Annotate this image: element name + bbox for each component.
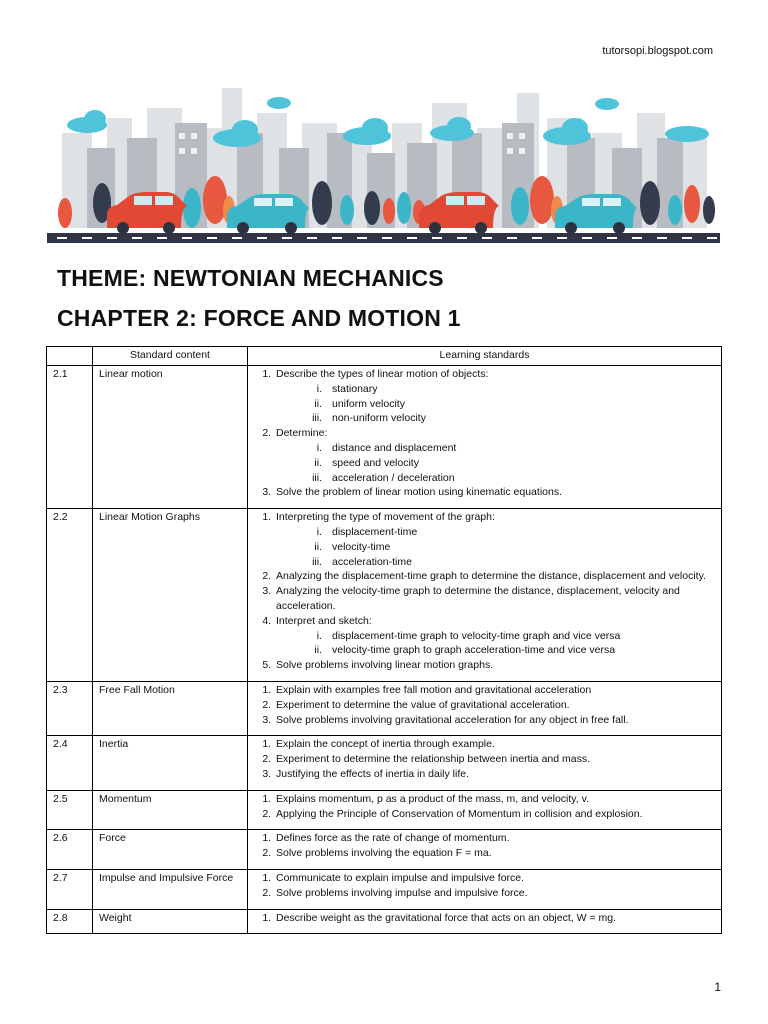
table-row — [47, 736, 722, 790]
chapter-title: CHAPTER 2: FORCE AND MOTION 1 — [57, 305, 461, 331]
row-learning-standards — [248, 869, 722, 909]
list-item-text: Experiment to determine the relationship between inertia and mass. — [276, 753, 591, 766]
list-item — [274, 807, 715, 822]
row-learning-standards — [248, 830, 722, 870]
row-standard-content: Impulse and Impulsive Force — [93, 869, 248, 909]
list-item-text: Applying the Principle of Conservation of Momentum in collision and explosion. — [276, 807, 643, 820]
list-item-text: Solve problems involving impulse and impulsive force. — [276, 886, 528, 899]
list-item-text: Solve the problem of linear motion using kinematic equations. — [276, 486, 562, 499]
row-code: 2.7 — [47, 869, 93, 909]
list-item-text: Describe the types of linear motion of objects: — [276, 368, 489, 380]
sub-list — [276, 525, 715, 569]
sub-list-item-text: stationary — [332, 382, 378, 395]
roman-numeral: ii. — [314, 456, 322, 469]
sub-list-item — [276, 411, 715, 426]
page-number: 1 — [714, 980, 721, 994]
row-code: 2.3 — [47, 681, 93, 735]
learning-standards-list — [254, 367, 715, 500]
row-standard-content: Force — [93, 830, 248, 870]
sub-list-item-text: uniform velocity — [332, 397, 405, 410]
sub-list-item — [276, 397, 715, 412]
table-row — [47, 681, 722, 735]
list-item — [274, 737, 715, 752]
sub-list-item — [276, 382, 715, 397]
sub-list-item — [276, 441, 715, 456]
learning-standards-list — [254, 510, 715, 673]
list-item — [274, 485, 715, 500]
header-code — [47, 347, 93, 366]
table-row — [47, 909, 722, 934]
sub-list-item-text: distance and displacement — [332, 441, 457, 454]
learning-standards-list — [254, 911, 715, 926]
row-learning-standards — [248, 681, 722, 735]
table-row — [47, 366, 722, 509]
learning-standards-list — [254, 683, 715, 727]
sub-list — [276, 629, 715, 659]
row-standard-content: Linear motion — [93, 366, 248, 509]
list-item-text: Analyzing the velocity-time graph to determine the distance, displacement, velocity and acceleration. — [276, 585, 680, 612]
row-code: 2.8 — [47, 909, 93, 934]
roman-numeral: iii. — [312, 471, 322, 484]
roman-numeral: i. — [316, 382, 322, 395]
list-item — [274, 792, 715, 807]
list-item — [274, 698, 715, 713]
row-code: 2.6 — [47, 830, 93, 870]
sub-list-item — [276, 456, 715, 471]
list-item-text: Solve problems involving the equation F = ma. — [276, 847, 492, 860]
sub-list-item — [276, 471, 715, 486]
roman-numeral: ii. — [314, 644, 322, 657]
row-learning-standards — [248, 909, 722, 934]
list-item-text: Interpreting the type of movement of the graph: — [276, 511, 495, 524]
list-item-text: Experiment to determine the value of gravitational acceleration. — [276, 698, 570, 711]
row-standard-content: Weight — [93, 909, 248, 934]
roman-numeral: ii. — [314, 540, 322, 553]
row-code: 2.1 — [47, 366, 93, 509]
header-standard-content: Standard content — [93, 347, 248, 366]
row-learning-standards — [248, 790, 722, 830]
roman-numeral: i. — [316, 525, 322, 538]
roman-numeral: ii. — [314, 397, 322, 410]
row-learning-standards — [248, 736, 722, 790]
row-standard-content: Inertia — [93, 736, 248, 790]
table-row — [47, 830, 722, 870]
list-item — [274, 831, 715, 846]
sub-list — [276, 382, 715, 426]
list-item — [274, 871, 715, 886]
row-standard-content: Linear Motion Graphs — [93, 509, 248, 682]
list-item — [274, 752, 715, 767]
table-header-row — [47, 347, 722, 366]
list-item — [274, 846, 715, 861]
row-code: 2.2 — [47, 509, 93, 682]
list-item-text: Describe weight as the gravitational force that acts on an object, W = mg. — [276, 911, 616, 924]
list-item-text: Explains momentum, p as a product of the mass, m, and velocity, v. — [276, 792, 589, 805]
row-standard-content: Free Fall Motion — [93, 681, 248, 735]
learning-standards-list — [254, 792, 715, 822]
row-code: 2.5 — [47, 790, 93, 830]
list-item-text: Explain with examples free fall motion and gravitational acceleration — [276, 683, 592, 696]
list-item — [274, 713, 715, 728]
sub-list-item — [276, 525, 715, 540]
learning-standards-list — [254, 831, 715, 861]
learning-standards-list — [254, 737, 715, 781]
theme-title: THEME: NEWTONIAN MECHANICS — [57, 265, 444, 291]
header-learning-standards: Learning standards — [248, 347, 722, 366]
sub-list-item-text: displacement-time — [332, 525, 418, 538]
list-item — [274, 614, 715, 658]
sub-list-item-text: displacement-time graph to velocity-time graph and vice versa — [332, 629, 621, 642]
learning-standards-table — [46, 346, 722, 934]
sub-list — [276, 441, 715, 485]
table-row — [47, 509, 722, 682]
list-item-text: Defines force as the rate of change of momentum. — [276, 832, 510, 845]
sub-list-item — [276, 540, 715, 555]
sub-list-item-text: velocity-time — [332, 540, 391, 553]
row-code: 2.4 — [47, 736, 93, 790]
list-item-text: Communicate to explain impulse and impulsive force. — [276, 871, 525, 884]
list-item — [274, 584, 715, 614]
roman-numeral: i. — [316, 441, 322, 454]
city-traffic-illustration — [47, 78, 720, 246]
list-item-text: Analyzing the displacement-time graph to determine the distance, displacement and velocity. — [276, 570, 706, 583]
list-item-text: Justifying the effects of inertia in daily life. — [276, 767, 469, 780]
list-item — [274, 658, 715, 673]
list-item — [274, 367, 715, 426]
sub-list-item-text: acceleration / deceleration — [332, 471, 455, 484]
sub-list-item — [276, 629, 715, 644]
roman-numeral: iii. — [312, 555, 322, 568]
sub-list-item-text: velocity-time graph to graph acceleration-time and vice versa — [332, 644, 616, 657]
list-item — [274, 911, 715, 926]
list-item — [274, 569, 715, 584]
list-item-text: Explain the concept of inertia through example. — [276, 738, 495, 751]
list-item — [274, 683, 715, 698]
list-item-text: Determine: — [276, 427, 328, 440]
sub-list-item — [276, 643, 715, 658]
site-url: tutorsopi.blogspot.com — [602, 45, 713, 57]
list-item — [274, 426, 715, 485]
list-item — [274, 510, 715, 569]
list-item-text: Solve problems involving gravitational acceleration for any object in free fall. — [276, 713, 629, 726]
row-learning-standards — [248, 366, 722, 509]
sub-list-item-text: acceleration-time — [332, 555, 412, 568]
roman-numeral: iii. — [312, 412, 322, 425]
table-row — [47, 869, 722, 909]
row-learning-standards — [248, 509, 722, 682]
sub-list-item-text: non-uniform velocity — [332, 412, 426, 425]
list-item — [274, 767, 715, 782]
row-standard-content: Momentum — [93, 790, 248, 830]
list-item-text: Interpret and sketch: — [276, 614, 372, 627]
table-row — [47, 790, 722, 830]
sub-list-item — [276, 555, 715, 570]
roman-numeral: i. — [316, 629, 322, 642]
sub-list-item-text: speed and velocity — [332, 456, 419, 469]
learning-standards-list — [254, 871, 715, 901]
list-item-text: Solve problems involving linear motion graphs. — [276, 659, 494, 672]
list-item — [274, 886, 715, 901]
